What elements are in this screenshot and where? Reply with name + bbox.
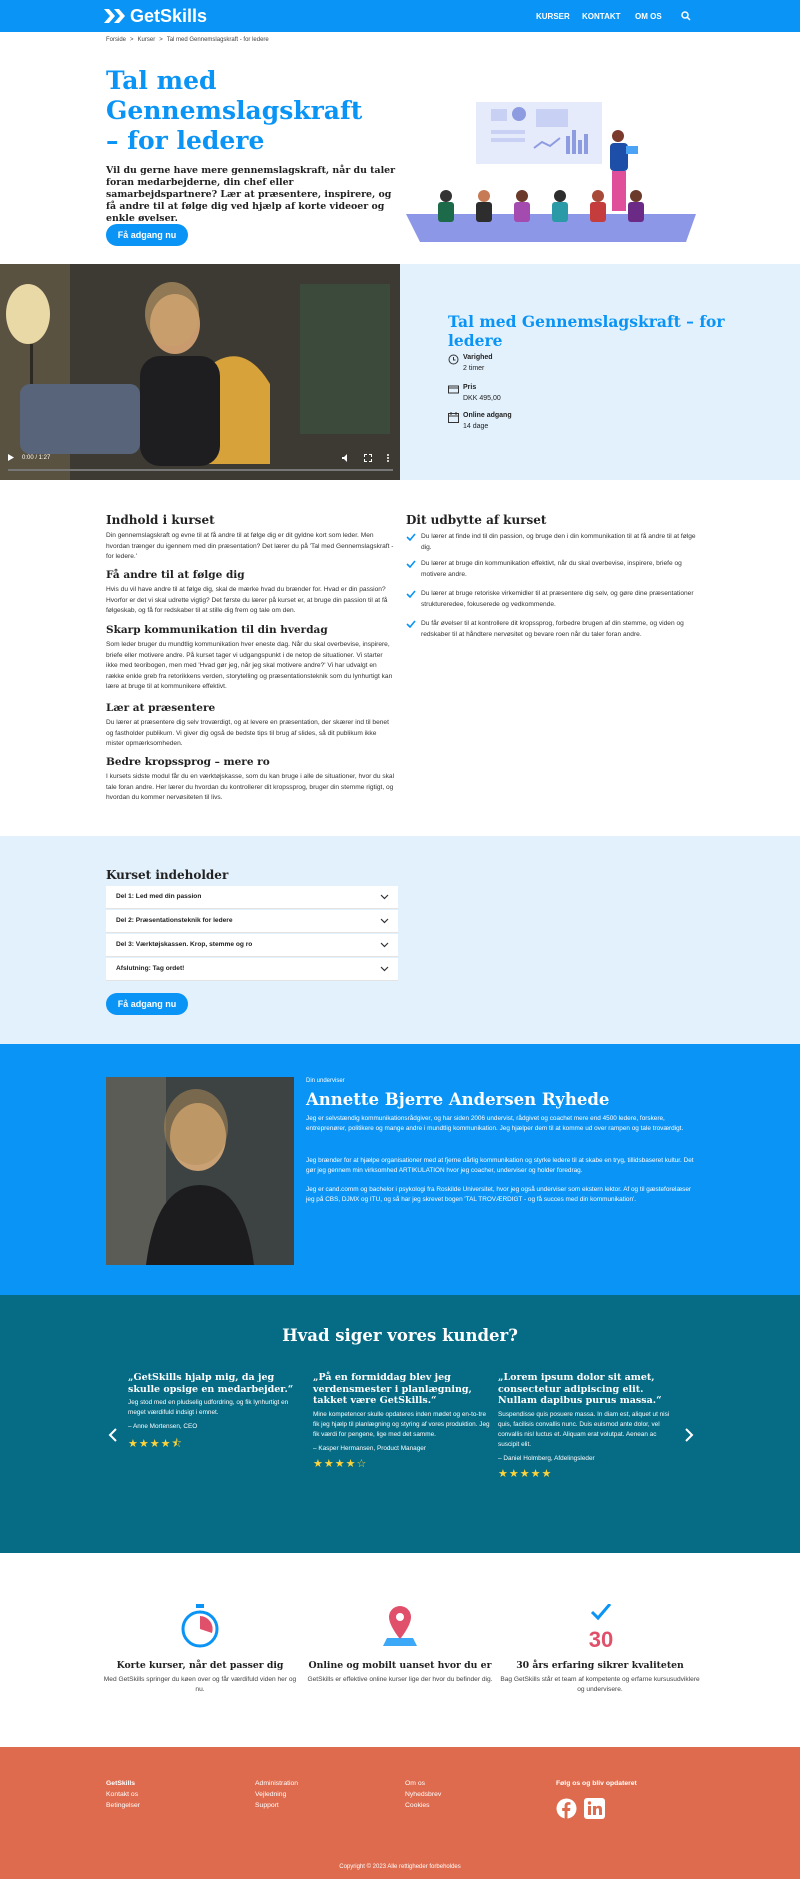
footer-link[interactable]: Vejledning — [255, 1791, 287, 1798]
course-cta-button[interactable]: Få adgang nu — [106, 993, 188, 1015]
nav-om-os[interactable]: OM OS — [635, 12, 662, 21]
footer-link[interactable]: Administration — [255, 1780, 299, 1787]
checkmark-icon — [406, 533, 416, 541]
star-rating: ★★★★☆ — [313, 1457, 368, 1470]
footer-link[interactable]: Cookies — [405, 1802, 430, 1809]
content-subheading: Bedre kropssprog – mere ro — [106, 756, 270, 768]
star-rating: ★★★★⯪ — [128, 1438, 183, 1450]
footer-heading: GetSkills — [106, 1780, 136, 1787]
content-paragraph: Du lærer at præsentere dig selv troværdigt, og at levere en præsentation, der skærer ind til benet og fastholder publikum. Vi giver dig også de bedste tips til brug af slides, så dit publikum ikke mister opmærksomheden. — [106, 719, 389, 747]
hero-subtitle: Vil du gerne have mere gennemslagskraft, når du taler foran medarbejderne, din chef eller samarbejdspartnere? Lær at præsentere, inspirere, og få andre til at følge dig ved hjælp af korte videoer og enkle øvelser. — [106, 165, 396, 224]
review-card — [498, 1372, 676, 1480]
teacher-label: Din underviser — [306, 1078, 345, 1084]
teacher-photo-image — [106, 1077, 294, 1265]
accordion-item[interactable]: Del 3: Værktøjskassen. Krop, stemme og ro — [106, 934, 398, 957]
benefits-heading: Dit udbytte af kurset — [406, 513, 547, 527]
checkmark-icon — [406, 560, 416, 568]
chevron-down-icon — [380, 894, 389, 900]
content-subheading: Lær at præsentere — [106, 702, 216, 714]
stopwatch-icon — [180, 1604, 220, 1648]
teacher-bio: Jeg brænder for at hjælpe organisationer med at fjerne dårlig kommunikation og styrke ledere til at skabe en tryg, tillidsbaseret kultur. Det gør jeg gennem min virksomhed ARTIKULATION hvor jeg coacher, underviser og holder foredrag. — [306, 1157, 694, 1174]
breadcrumb-current: Tal med Gennemslagskraft - for ledere — [166, 37, 269, 43]
footer-link[interactable]: Kontakt os — [106, 1791, 139, 1798]
breadcrumb-home[interactable]: Forside — [106, 37, 127, 43]
chevron-down-icon — [380, 942, 389, 948]
chevron-left-icon[interactable] — [108, 1428, 118, 1442]
course-heading: Kurset indeholder — [106, 868, 229, 882]
video-progress-bar[interactable] — [8, 469, 393, 471]
review-author: – Kasper Hermansen, Product Manager — [313, 1444, 426, 1452]
footer-col-1 — [106, 1778, 140, 1811]
copyright: Copyright © 2023 Alle rettigheder forbeholdes — [339, 1864, 461, 1870]
content-subheading: Få andre til at følge dig — [106, 569, 245, 581]
review-quote: „GetSkills hjalp mig, da jeg skulle opsige en medarbejder.“ — [128, 1372, 294, 1395]
feature-item: Korte kurser, når det passer dig Med GetSkills springer du køen over og får værdifuld viden her og nu. — [103, 1660, 297, 1693]
info-value: 14 dage — [463, 423, 489, 430]
review-body: Suspendisse quis posuere massa. In diam est, aliquet ut nisi quis, facilisis convallis nunc. Duis euismod ante dolor, vel convallis nisl luctus et. Aliquam erat volutpat. Aenean ac suscipit elit. — [498, 1410, 670, 1448]
checkmark-icon — [406, 590, 416, 598]
feature-item: Online og mobilt uanset hvor du er GetSkills er effektive online kurser lige der hvor du befinder dig. — [307, 1660, 493, 1683]
calendar-icon — [448, 412, 459, 423]
presentation-illustration — [406, 96, 696, 246]
hero-cta-button[interactable]: Få adgang nu — [106, 224, 188, 246]
linkedin-icon[interactable] — [584, 1798, 605, 1819]
content-heading: Indhold i kurset — [106, 513, 215, 527]
teacher-bio: Jeg er selvstændig kommunikationsrådgiver, og har siden 2006 undervist, rådgivet og coachet mere end 4500 ledere, forskere, entreprenører, politikere og mange andre i mundtlig kommunikation. Jeg hjælper dem til at komme ud over rampen og tale troværdigt. — [306, 1115, 684, 1132]
nav-kontakt[interactable]: KONTAKT — [582, 12, 621, 21]
footer-link[interactable]: Betingelser — [106, 1802, 141, 1809]
volume-icon[interactable] — [342, 454, 350, 462]
facebook-icon[interactable] — [556, 1798, 577, 1819]
brand-logo[interactable]: GetSkills — [130, 6, 208, 26]
review-body: Jeg stod med en pludselig udfordring, og fik lynhurtigt en meget værdifuld indsigt i emnet. — [128, 1399, 289, 1416]
map-pin-icon — [383, 1604, 417, 1648]
breadcrumb-sep: > — [159, 37, 163, 43]
footer — [0, 1747, 800, 1879]
thirty-label: 30 — [588, 1627, 614, 1648]
logo-chevrons-icon[interactable] — [104, 9, 126, 23]
breadcrumb-sep: > — [130, 37, 134, 43]
video-frame-image — [0, 264, 400, 480]
footer-link[interactable]: Om os — [405, 1780, 426, 1787]
info-label: Pris — [463, 384, 477, 391]
teacher-name: Annette Bjerre Andersen Ryhede — [306, 1090, 610, 1109]
thirty-years-icon — [584, 1604, 618, 1648]
hero-title: Tal med Gennemslagskraft – for ledere — [106, 66, 363, 155]
footer-link[interactable]: Nyhedsbrev — [405, 1791, 442, 1798]
nav-kurser[interactable]: KURSER — [536, 12, 570, 21]
teacher-photo — [106, 1077, 294, 1265]
chevron-right-icon[interactable] — [684, 1428, 694, 1442]
footer-link[interactable]: Support — [255, 1802, 279, 1809]
content-paragraph: I kursets sidste modul får du en værktøjskasse, som du kan bruge i alle de situationer, hvor du skal tale foran andre. Her lærer du hvordan du kontrollerer dit kropssprog, bruger din stemme rigtigt, og hvordan du kommer nervøsiteten til livs. — [106, 773, 395, 801]
checkmark-icon — [406, 620, 416, 628]
more-options-icon[interactable] — [386, 454, 390, 462]
chevron-down-icon — [380, 918, 389, 924]
review-quote: „På en formiddag blev jeg verdensmester i planlægning, takket være GetSkills.“ — [313, 1372, 472, 1406]
breadcrumb — [106, 37, 273, 43]
footer-col-3 — [405, 1778, 441, 1811]
review-card — [313, 1372, 491, 1470]
breadcrumb-kurser[interactable]: Kurser — [137, 37, 156, 43]
review-card — [128, 1372, 306, 1454]
review-author: – Anne Mortensen, CEO — [128, 1423, 198, 1430]
accordion-item[interactable]: Del 2: Præsentationsteknik for ledere — [106, 910, 398, 933]
video-time: 0:00 / 1:27 — [22, 455, 51, 461]
footer-col-2 — [255, 1778, 298, 1811]
play-icon[interactable] — [8, 454, 14, 461]
clock-icon — [448, 354, 459, 365]
info-label: Varighed — [463, 354, 493, 361]
review-author: – Daniel Holmberg, Afdelingsleder — [498, 1454, 595, 1462]
chevron-down-icon — [380, 966, 389, 972]
content-paragraph: Din gennemslagskraft og evne til at få andre til at følge dig er dit gyldne kort som leder. Men hvordan trænger du igennem med din præsentation? Det lærer du på 'Tal med Gennemslagskraft - for ledere.' — [106, 532, 394, 560]
credit-card-icon — [448, 384, 459, 395]
teacher-bio: Jeg er cand.comm og bachelor i psykologi fra Roskilde Universitet, hvor jeg også underviser som ekstern lektor. Af og til gæsteforelæser jeg på CBS, DJMX og ITU, og så har jeg skrevet bogen 'TAL TROVÆRDIGT - og få succes med din kommunikation'. — [306, 1186, 692, 1203]
review-body: Mine kompetencer skulle opdateres inden mødet og en-to-tre fik jeg hjælp til planlægning og styring af vores produktion. Jeg fik værdi for pengene, lige med det samme. — [313, 1410, 490, 1438]
info-value: DKK 495,00 — [463, 395, 501, 402]
course-info-title: Tal med Gennemslagskraft – for ledere — [448, 312, 725, 350]
content-subheading: Skarp kommunikation til din hverdag — [106, 624, 328, 636]
fullscreen-icon[interactable] — [364, 454, 372, 462]
feature-item: 30 års erfaring sikrer kvaliteten Bag GetSkills står et team af kompetente og erfarne kursusudviklere og undervisere. — [500, 1660, 700, 1693]
search-icon[interactable] — [681, 11, 691, 21]
info-label: Online adgang — [463, 412, 512, 419]
info-value: 2 timer — [463, 365, 485, 372]
reviews-heading: Hvad siger vores kunder? — [282, 1326, 518, 1345]
accordion-item[interactable]: Afslutning: Tag ordet! — [106, 958, 398, 981]
content-paragraph: Hvis du vil have andre til at følge dig, skal de mærke hvad du brænder for. Hvad er din passion? Hvorfor er det vi skal udrette vigtig? Det første du lærer på kurset er, at bruge din passion til at få følgeskab, og få for redskaber til at stille dig frem og tale om den. — [106, 586, 388, 614]
accordion-item[interactable]: Del 1: Led med din passion — [106, 886, 398, 909]
content-paragraph: Som leder bruger du mundtlig kommunikation hver eneste dag. Når du skal overbevise, inspirere, briefe eller motivere andre. På kurset tager vi udgangspunkt i de netop de situationer. Vi starter ikke med teoribogen, men med 'Hvad gør jeg, når jeg skal motivere andre?' Vi har udvalgt en række enkle greb fra retorikkens verden, storytelling og præsentationsteknik som du lynhurtigt kan lære at bruge til at kommunikere effektivt. — [106, 641, 393, 690]
footer-follow: Følg os og bliv opdateret — [556, 1780, 637, 1787]
star-rating: ★★★★★ — [498, 1467, 553, 1480]
review-quote: „Lorem ipsum dolor sit amet, consectetur adipiscing elit. Nullam dapibus purus massa.“ — [498, 1372, 662, 1406]
course-video-player[interactable] — [0, 264, 400, 480]
